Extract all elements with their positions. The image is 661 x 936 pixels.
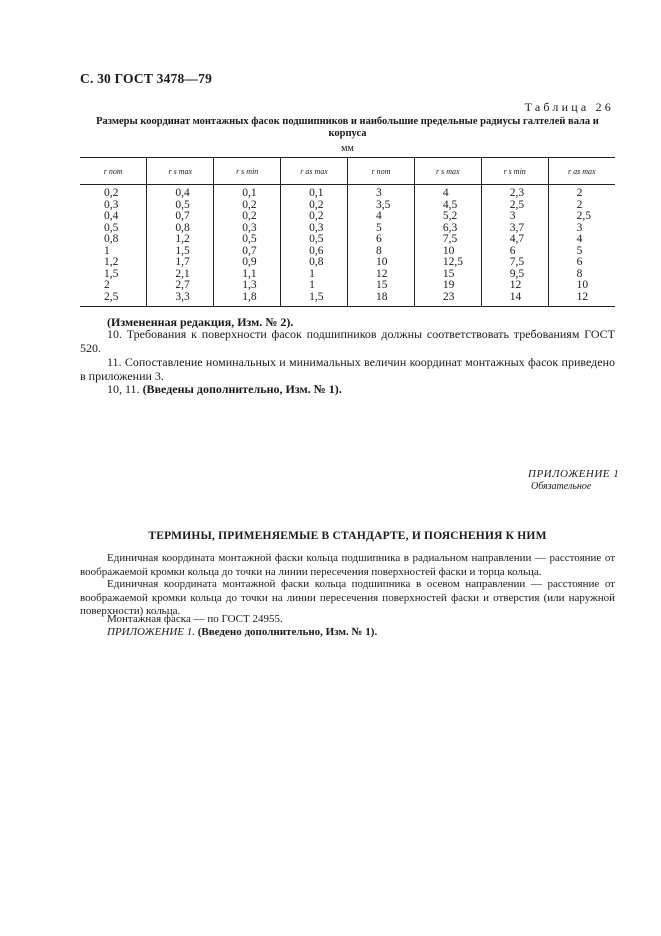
table-cell: 10 [548, 280, 615, 292]
table-row [80, 200, 615, 212]
table-row [80, 269, 615, 281]
table-cell: 8 [348, 246, 415, 258]
column-header: r s max [147, 158, 214, 185]
column-header: r nom [80, 158, 147, 185]
table-cell: 3 [548, 223, 615, 235]
table-cell: 3 [481, 211, 548, 223]
table-row [80, 246, 615, 258]
table-row [80, 280, 615, 292]
table-cell: 9,5 [481, 269, 548, 281]
column-header: r s min [214, 158, 281, 185]
table-cell: 0,3 [281, 223, 348, 235]
table-cell: 1 [104, 244, 110, 257]
table-cell: 4 [348, 211, 415, 223]
table-cell: 2,3 [481, 185, 548, 200]
table-cell: 6 [481, 246, 548, 258]
table-header-row [80, 158, 615, 185]
table-cell: 1,2 [104, 256, 119, 268]
column-header: r s min [481, 158, 548, 185]
table-cell: 1 [281, 280, 348, 292]
table-cell: 7,5 [481, 257, 548, 269]
table-cell: 0,2 [214, 211, 281, 223]
table-cell: 2,5 [80, 292, 147, 307]
table-cell: 7,5 [414, 234, 481, 246]
table-cell: 12 [548, 292, 615, 307]
table-cell: 3,3 [147, 292, 214, 307]
appendix-intro-label: ПРИЛОЖЕНИЕ 1. [107, 626, 195, 638]
table-row [80, 223, 615, 235]
table-cell: 3,7 [481, 223, 548, 235]
table-cell: 2 [104, 279, 110, 291]
column-header: r s max [414, 158, 481, 185]
table-cell: 4 [548, 234, 615, 246]
term-radial: Единичная координата монтажной фаски кольца подшипника в радиальном направлении — расстояние от воображаемой кромки кольца до точки на линии пересечения поверхностей фаски и торца кольца. [80, 552, 615, 578]
table-row [80, 211, 615, 223]
table-cell: 0,3 [214, 223, 281, 235]
table-cell: 0,2 [214, 200, 281, 212]
table-cell: 5,2 [414, 211, 481, 223]
table-title: Размеры координат монтажных фасок подшипников и наибольшие предельные радиусы галтелей вала и корпуса [96, 116, 599, 139]
table-row [80, 292, 615, 307]
table-row [80, 257, 615, 269]
appendix-title: ПРИЛОЖЕНИЕ 1 [528, 468, 620, 480]
page-header: С. 30 ГОСТ 3478—79 [80, 71, 213, 86]
table-cell: 2,7 [147, 280, 214, 292]
table-cell: 1,2 [147, 234, 214, 246]
table-cell: 1,5 [104, 267, 119, 280]
table-cell: 23 [414, 292, 481, 307]
table-cell: 5 [548, 246, 615, 258]
term-axial: Единичная координата монтажной фаски кольца подшипника в осевом направлении — расстояние от воображаемой кромки кольца до точки на линии пересечения поверхностей фаски и отверстия (или наружной поверхности) кольца. [80, 578, 615, 617]
table-cell: 15 [414, 269, 481, 281]
introduced-num: 10, 11. [107, 382, 140, 396]
table-cell: 1,5 [147, 246, 214, 258]
table-cell: 2 [548, 185, 615, 200]
table-label: Таблица 26 [524, 100, 614, 114]
table-body [80, 185, 615, 307]
table-cell: 0,8 [104, 233, 119, 245]
table-cell: 14 [481, 292, 548, 307]
table-cell: 2,1 [147, 269, 214, 281]
table-cell: 1,5 [281, 292, 348, 307]
table-cell: 0,1 [214, 185, 281, 200]
table-cell: 2,5 [481, 200, 548, 212]
table-cell: 0,5 [104, 221, 119, 234]
table-cell: 1,3 [214, 280, 281, 292]
table-cell: 0,5 [147, 200, 214, 212]
table-cell: 4,7 [481, 234, 548, 246]
introduced-note [80, 382, 615, 396]
table-cell: 12 [481, 280, 548, 292]
table-cell: 0,4 [104, 210, 119, 222]
table-cell: 0,5 [214, 234, 281, 246]
table-cell: 0,2 [104, 187, 119, 199]
table-cell: 10 [414, 246, 481, 258]
table-cell: 0,2 [281, 211, 348, 223]
table-cell: 2 [548, 200, 615, 212]
appendix-intro [80, 626, 615, 640]
table-cell: 0,8 [147, 223, 214, 235]
table-cell: 1,1 [214, 269, 281, 281]
table-cell: 12 [348, 269, 415, 281]
table-cell: 0,1 [281, 185, 348, 200]
table-cell: 1,7 [147, 257, 214, 269]
table-cell: 19 [414, 280, 481, 292]
table-cell: 3,5 [348, 200, 415, 212]
table-cell: 12,5 [414, 257, 481, 269]
table-row [80, 234, 615, 246]
column-header: r nom [348, 158, 415, 185]
table-units: мм [341, 143, 354, 154]
table-cell: 1,8 [214, 292, 281, 307]
table-cell: 0,7 [214, 246, 281, 258]
column-header: r as max [548, 158, 615, 185]
table-cell: 1 [281, 269, 348, 281]
item-10: 10. Требования к поверхности фасок подшипников должны соответствовать требованиям ГОСТ 520. [80, 327, 615, 355]
introduced-text: (Введены дополнительно, Изм. № 1). [142, 382, 342, 396]
table-cell: 15 [348, 280, 415, 292]
table-cell: 4 [414, 185, 481, 200]
section-title: ТЕРМИНЫ, ПРИМЕНЯЕМЫЕ В СТАНДАРТЕ, И ПОЯСНЕНИЯ К НИМ [148, 530, 547, 542]
table-cell: 0,9 [214, 257, 281, 269]
table-cell: 4,5 [414, 200, 481, 212]
table-cell: 0,2 [281, 200, 348, 212]
table-cell: 0,8 [281, 257, 348, 269]
table-cell: 0,5 [281, 234, 348, 246]
table-cell: 0,6 [281, 246, 348, 258]
table-cell: 6 [548, 257, 615, 269]
appendix-subtitle: Обязательное [531, 481, 592, 492]
table-cell: 2,5 [548, 211, 615, 223]
table-cell: 5 [348, 223, 415, 235]
dimensions-table [80, 157, 615, 307]
table-cell: 3 [348, 185, 415, 200]
table-row [80, 185, 615, 200]
column-header: r as max [281, 158, 348, 185]
term-chamfer: Монтажная фаска — по ГОСТ 24955. [107, 613, 283, 625]
appendix-intro-text: (Введено дополнительно, Изм. № 1). [197, 626, 378, 638]
revision-text: (Измененная редакция, Изм. № 2). [107, 315, 294, 329]
table-cell: 10 [348, 257, 415, 269]
table-cell: 0,4 [147, 185, 214, 200]
table-cell: 6,3 [414, 223, 481, 235]
item-11: 11. Сопоставление номинальных и минимальных величин координат монтажных фасок приведено в приложении 3. [80, 355, 615, 383]
table-cell: 6 [348, 234, 415, 246]
table-cell: 8 [548, 269, 615, 281]
table-cell: 0,7 [147, 211, 214, 223]
table-cell: 18 [348, 292, 415, 307]
table-cell: 0,3 [104, 198, 119, 211]
